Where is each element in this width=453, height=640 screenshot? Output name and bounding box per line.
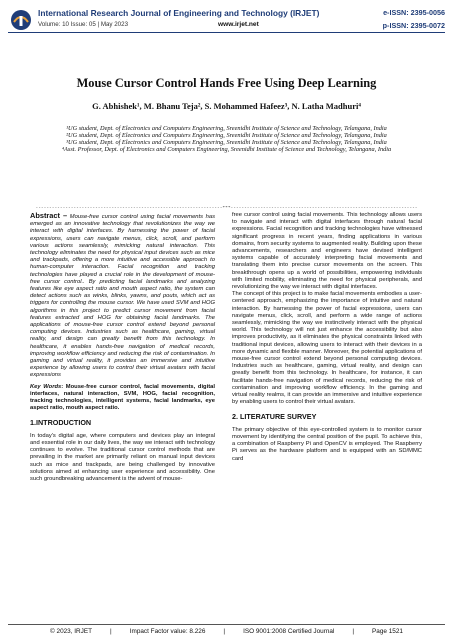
footer-impact-factor: Impact Factor value: 8.226: [129, 628, 206, 635]
footer-divider: [8, 624, 445, 625]
affiliations: [36, 125, 417, 153]
header-divider: [8, 32, 445, 33]
right-column: [232, 212, 422, 463]
literature-survey-heading: 2. LITERATURE SURVEY: [232, 412, 317, 422]
abstract-heading: Abstract –: [30, 211, 68, 220]
affiliation-1: ¹UG student, Dept. of Electronics and Computers Engineering, Sreenidhi Institute of Science and Technology, Telangana, India: [66, 125, 387, 132]
journal-title: International Research Journal of Engineering and Technology (IRJET): [38, 8, 320, 18]
footer-iso: ISO 9001:2008 Certified Journal: [243, 628, 335, 635]
e-issn: e-ISSN: 2395-0056: [383, 8, 445, 17]
irjet-logo-icon: [10, 9, 32, 31]
footer-copyright: © 2023, IRJET: [50, 628, 93, 635]
paper-title: Mouse Cursor Control Hands Free Using Deep Learning: [76, 76, 377, 90]
affiliation-3: ³UG student, Dept. of Electronics and Computers Engineering, Sreenidhi Institute of Science and Technology, Telangana, India: [66, 139, 387, 147]
literature-survey-text: The primary objective of this eye-controlled system is to monitor cursor movement by identifying the central position of the pupil. To achieve this, a combination of Raspberry Pi and OpenCV is employed. The Raspberry Pi serves as the hardware platform and is equipped with an SD/MMC card: [232, 426, 422, 462]
affiliation-4: ⁴Asst. Professor, Dept. of Electronics and Computers Engineering, Sreenidhi Institute of Science and Technology, Telangana, India: [61, 146, 392, 154]
keywords: [30, 384, 215, 413]
abstract: [30, 212, 215, 380]
journal-website-link[interactable]: www.irjet.net: [218, 21, 259, 28]
introduction-continued: free cursor control using facial movements. This technology allows users to navigate and interact with digital interfaces through natural facial expressions. Facial recognition and tracking technologies have witnessed significant progress in recent years, finding applications in various domains, from security systems to augmented reality. Building upon these advancements, researchers and engineers have devised intelligent systems capable of accurately interpreting facial movements and translating them into precise cursor movements on the screen. This breakthrough opens up a world of possibilities, empowering individuals with limited mobility, eliminating the need for physical peripherals, and revolutionizing the way we interact with digital interfaces.: [232, 212, 422, 291]
section-separator: ---------------------------------------------------------------------***---------------------------------------------------------------------: [35, 206, 418, 211]
footer-separator: |: [352, 628, 355, 635]
page-footer: [0, 628, 453, 635]
footer-separator: |: [110, 628, 112, 635]
footer-page-number: Page 1521: [372, 628, 403, 635]
introduction-paragraph-2: The concept of this project is to make facial movements embodies a user-centered approach, emphasizing the importance of intuitive and natural interaction. By harnessing the power of facial expressions, users can navigate menus, click, scroll, and perform a wide range of actions seamlessly, mimicking the way we instinctively interact with the physical world. This technology will not just enhance the accessibility but also improves productivity, as it eliminates the physical constraints linked with traditional input devices, allowing users to interact with their devices in a more dynamic and flexible manner. Moreover, the potential applications of mouse-free cursor control extend beyond personal computing devices. Industries such as healthcare, gaming, virtual reality, and design can greatly benefit from this technology. In healthcare, for instance, it can facilitate hands-free navigation of medical records, reducing the risk of contamination and improving workflow efficiency. In the gaming and virtual reality realms, it can provide an immersive and intuitive experience by enabling users to control their virtual avatars.: [232, 291, 422, 406]
introduction-heading: 1.INTRODUCTION: [30, 418, 92, 428]
footer-separator: |: [223, 628, 226, 635]
affiliation-2: ²UG student, Dept. of Electronics and Computers Engineering, Sreenidhi Institute of Science and Technology, Telangana, India: [66, 132, 387, 140]
abstract-text: Mouse-free cursor control using facial movements has emerged as an innovative technology that revolutionizes the way we interact with digital interfaces. By harnessing the power of facial expressions, users can navigate menus, click, scroll, and perform various actions seamlessly, mimicking natural interaction. This technology eliminates the need for physical input devices such as mice and trackpads, offering a more intuitive and accessible approach to human-computer interaction. Facial recognition and tracking technologies have played a crucial role in the development of mouse-free cursor control.. By predicting facial landmarks and analyzing features like eye aspect ratio and mouth aspect ratio, the system can detect actions such as winks, blinks, yawns, and pouts, which act as triggers for controlling the mouse cursor. We have used SVM and HOG algorithms in this project to predict cursor movement from facial features extracted and HOG for obtaining facial landmarks. The applications of mouse-free cursor control extend beyond personal computing devices. Industries such as healthcare, gaming, virtual reality, and design can greatly benefit from this technology. In healthcare, it enables hands-free navigation of medical records, improving workflow efficiency and reducing the risk of contamination. In gaming and virtual reality, it provides an immersive and intuitive experience by allowing users to control their virtual avatars with facial expressions: [30, 214, 215, 379]
paper-authors: G. Abhishek¹, M. Bhanu Teja², S. Mohammed Hafeez³, N. Latha Madhuri⁴: [92, 101, 361, 111]
introduction-text: In today's digital age, where computers and devices play an integral and essential role in our daily lives, the way we interact with technology continues to evolve. The traditional cursor control methods that are prevailing in the market are primarily reliant on manual input devices such as mice and trackpads, are being challenged by innovative solutions aimed at enhancing user experience and accessibility. One such groundbreaking advancement is the advent of mouse-: [30, 432, 215, 482]
p-issn: p-ISSN: 2395-0072: [382, 21, 445, 30]
left-column: [30, 212, 215, 483]
journal-header: [0, 0, 453, 36]
keywords-text: : Mouse-free cursor control, facial movements, digital interfaces, natural interaction, SVM, HOG, facial recognition, tracking technologies, intelligent systems, facial landmarks, eye aspect ratio, mouth aspect ratio.: [30, 383, 215, 412]
keywords-heading: Key Words: [30, 383, 62, 390]
volume-issue: Volume: 10 Issue: 05 | May 2023: [38, 21, 129, 28]
